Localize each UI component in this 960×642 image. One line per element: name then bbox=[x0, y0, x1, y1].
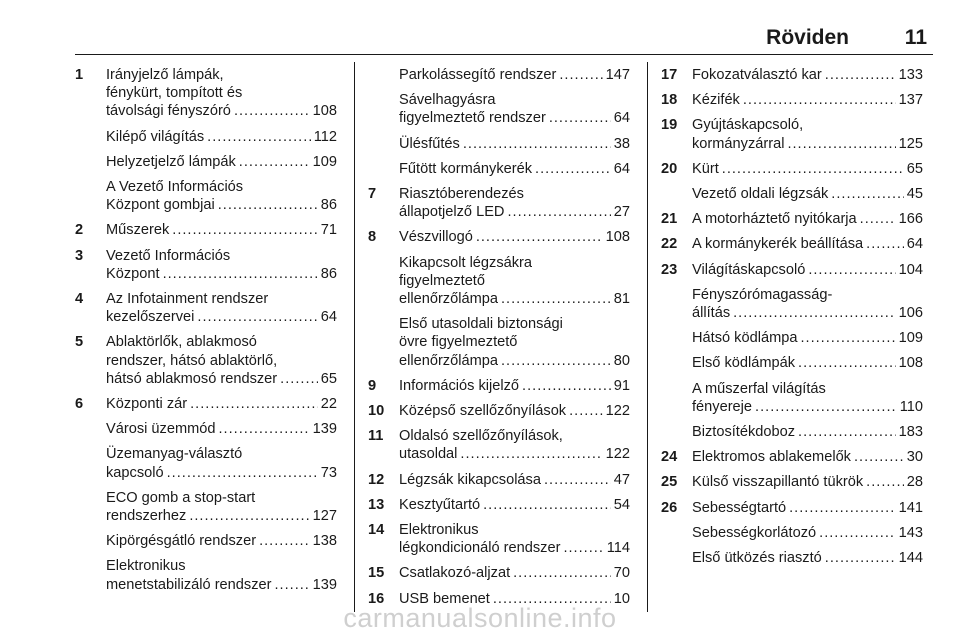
entry-text-line: Fokozatválasztó kar bbox=[692, 67, 822, 83]
page-reference: 110 bbox=[899, 398, 923, 415]
page-reference: 81 bbox=[613, 291, 630, 308]
dot-leader bbox=[207, 128, 311, 146]
entry-text-line: Kürt bbox=[692, 160, 719, 177]
entry-text-line: Műszerek bbox=[106, 222, 170, 239]
dot-leader bbox=[501, 352, 611, 370]
entry-text-line: Sebességkorlátozó bbox=[692, 524, 817, 541]
callout-number: 10 bbox=[368, 403, 385, 420]
callout-number: 19 bbox=[661, 117, 678, 134]
page-reference: 27 bbox=[613, 204, 630, 221]
callout-number: 17 bbox=[661, 67, 678, 83]
entry-text-line: A Vezető Információs bbox=[106, 179, 244, 196]
entry-last-line bbox=[692, 398, 923, 416]
callout-number: 15 bbox=[368, 565, 385, 582]
entry-text-line: Ülésfűtés bbox=[399, 135, 460, 152]
callout-number: 24 bbox=[661, 449, 678, 466]
index-entry bbox=[368, 91, 630, 127]
entry-text-line: Vezető oldali légzsák bbox=[692, 186, 829, 203]
header-divider bbox=[75, 54, 933, 55]
entry-text-line: Kesztyűtartó bbox=[399, 496, 481, 513]
dot-leader bbox=[513, 564, 611, 582]
index-entry bbox=[75, 333, 337, 388]
page-reference: 10 bbox=[613, 590, 630, 607]
entry-last-line bbox=[399, 539, 630, 557]
dot-leader bbox=[507, 203, 610, 221]
dot-leader bbox=[825, 66, 896, 84]
page-reference: 114 bbox=[606, 540, 630, 557]
page-reference: 47 bbox=[613, 471, 630, 488]
entry-last-line bbox=[106, 265, 337, 283]
dot-leader bbox=[866, 235, 904, 253]
index-entry bbox=[661, 116, 923, 152]
entry-text-line: figyelmeztető bbox=[399, 272, 485, 289]
entry-text-line: hátsó ablakmosó rendszer bbox=[106, 370, 278, 387]
entry-last-line bbox=[692, 261, 923, 279]
entry-text-line: Biztosítékdoboz bbox=[692, 424, 796, 441]
entry-last-line bbox=[399, 135, 630, 153]
entry-last-line bbox=[692, 473, 923, 491]
entry-text-line: USB bemenet bbox=[399, 590, 490, 607]
page-reference: 112 bbox=[313, 128, 337, 145]
entry-last-line bbox=[399, 109, 630, 127]
page-reference: 108 bbox=[312, 103, 337, 120]
callout-number: 7 bbox=[368, 186, 377, 203]
entry-text-line: Gyújtáskapcsoló, bbox=[692, 117, 804, 134]
dot-leader bbox=[218, 196, 318, 214]
dot-leader bbox=[860, 210, 896, 228]
index-entry bbox=[75, 489, 337, 525]
dot-leader bbox=[866, 473, 904, 491]
index-entry bbox=[368, 427, 630, 463]
index-entry bbox=[661, 549, 923, 567]
index-entry bbox=[661, 524, 923, 542]
page-reference: 122 bbox=[605, 403, 630, 420]
entry-last-line bbox=[692, 448, 923, 466]
entry-text-line: Oldalsó szellőzőnyílások, bbox=[399, 428, 563, 445]
index-entry bbox=[75, 420, 337, 438]
index-entry bbox=[75, 557, 337, 593]
entry-text-line: Üzemanyag-választó bbox=[106, 446, 243, 463]
column-divider bbox=[354, 62, 355, 612]
entry-text-line: rendszer, hátsó ablaktörlő, bbox=[106, 352, 278, 369]
column-divider bbox=[647, 62, 648, 612]
entry-last-line bbox=[692, 549, 923, 567]
callout-number: 9 bbox=[368, 377, 377, 394]
entry-last-line bbox=[399, 445, 630, 463]
entry-text-line: övre figyelmeztető bbox=[399, 334, 518, 351]
index-entry bbox=[368, 402, 630, 420]
entry-text-line: figyelmeztető rendszer bbox=[399, 110, 546, 127]
dot-leader bbox=[559, 66, 602, 84]
index-entry bbox=[661, 91, 923, 109]
entry-text-line: A kormánykerék beállítása bbox=[692, 236, 864, 253]
dot-leader bbox=[563, 539, 603, 557]
dot-leader bbox=[787, 135, 895, 153]
callout-number: 21 bbox=[661, 211, 678, 228]
index-entry bbox=[368, 160, 630, 178]
dot-leader bbox=[239, 153, 310, 171]
dot-leader bbox=[798, 423, 896, 441]
page-reference: 91 bbox=[613, 377, 630, 394]
page-reference: 127 bbox=[312, 508, 337, 525]
entry-last-line bbox=[399, 377, 630, 395]
page-reference: 109 bbox=[898, 330, 923, 347]
entry-text-line: utasoldal bbox=[399, 446, 458, 463]
page-reference: 109 bbox=[312, 153, 337, 170]
entry-text-line: Parkolássegítő rendszer bbox=[399, 67, 557, 83]
page-reference: 54 bbox=[613, 496, 630, 513]
dot-leader bbox=[743, 91, 896, 109]
page-title: Röviden bbox=[766, 26, 849, 49]
entry-text-line: Központ bbox=[106, 265, 160, 282]
dot-leader bbox=[733, 304, 896, 322]
entry-text-line: Fűtött kormánykerék bbox=[399, 160, 533, 177]
dot-leader bbox=[463, 135, 611, 153]
page-reference: 122 bbox=[605, 446, 630, 463]
callout-number: 4 bbox=[75, 291, 84, 308]
entry-text-line: Világításkapcsoló bbox=[692, 261, 806, 278]
entry-text-line: Külső visszapillantó tükrök bbox=[692, 474, 864, 491]
dot-leader bbox=[219, 420, 310, 438]
entry-text-line: rendszerhez bbox=[106, 508, 187, 525]
index-entry bbox=[75, 128, 337, 146]
entry-text-line: Első ütközés riasztó bbox=[692, 550, 822, 567]
page-reference: 64 bbox=[613, 160, 630, 177]
index-entry bbox=[661, 354, 923, 372]
dot-leader bbox=[819, 524, 896, 542]
page-reference: 108 bbox=[605, 229, 630, 246]
callout-number: 8 bbox=[368, 229, 377, 246]
entry-last-line bbox=[399, 352, 630, 370]
entry-text-line: menetstabilizáló rendszer bbox=[106, 576, 272, 593]
entry-last-line bbox=[692, 135, 923, 153]
entry-text-line: kapcsoló bbox=[106, 464, 164, 481]
entry-text-line: Csatlakozó-aljzat bbox=[399, 565, 511, 582]
entry-text-line: Vészvillogó bbox=[399, 229, 473, 246]
entry-text-line: Városi üzemmód bbox=[106, 421, 216, 438]
entry-last-line bbox=[399, 160, 630, 178]
page-reference: 125 bbox=[898, 135, 923, 152]
dot-leader bbox=[755, 398, 897, 416]
index-entry bbox=[368, 185, 630, 221]
entry-last-line bbox=[106, 532, 337, 550]
page-reference: 64 bbox=[320, 309, 337, 326]
dot-leader bbox=[808, 261, 895, 279]
page-reference: 147 bbox=[605, 67, 630, 83]
dot-leader bbox=[825, 549, 896, 567]
dot-leader bbox=[501, 290, 611, 308]
entry-text-line: Riasztóberendezés bbox=[399, 186, 524, 203]
entry-last-line bbox=[399, 66, 630, 84]
entry-last-line bbox=[692, 329, 923, 347]
page-reference: 28 bbox=[906, 474, 923, 491]
entry-last-line bbox=[106, 153, 337, 171]
callout-number: 5 bbox=[75, 334, 84, 351]
page-reference: 64 bbox=[906, 236, 923, 253]
page-reference: 86 bbox=[320, 197, 337, 214]
entry-last-line bbox=[399, 402, 630, 420]
dot-leader bbox=[274, 576, 309, 594]
entry-last-line bbox=[106, 308, 337, 326]
entry-last-line bbox=[692, 354, 923, 372]
index-entry bbox=[661, 329, 923, 347]
page-reference: 106 bbox=[898, 305, 923, 322]
entry-last-line bbox=[399, 228, 630, 246]
page-reference: 104 bbox=[898, 261, 923, 278]
entry-text-line: Hátsó ködlámpa bbox=[692, 330, 798, 347]
callout-number: 18 bbox=[661, 92, 678, 109]
entry-text-line: kormányzárral bbox=[692, 135, 785, 152]
entry-text-line: állítás bbox=[692, 305, 731, 322]
index-entry bbox=[661, 499, 923, 517]
index-entry bbox=[75, 247, 337, 283]
dot-leader bbox=[569, 402, 603, 420]
entry-text-line: Helyzetjelző lámpák bbox=[106, 153, 236, 170]
page-header bbox=[75, 26, 933, 50]
page-reference: 38 bbox=[613, 135, 630, 152]
index-entry bbox=[368, 496, 630, 514]
index-column-3 bbox=[661, 66, 923, 574]
entry-text-line: Kipörgésgátló rendszer bbox=[106, 533, 257, 550]
page-reference: 71 bbox=[320, 222, 337, 239]
page-reference: 183 bbox=[898, 424, 923, 441]
callout-number: 20 bbox=[661, 160, 678, 177]
entry-last-line bbox=[399, 471, 630, 489]
page-reference: 133 bbox=[898, 67, 923, 83]
entry-last-line bbox=[692, 91, 923, 109]
index-entry bbox=[368, 521, 630, 557]
dot-leader bbox=[831, 185, 903, 203]
page-reference: 22 bbox=[320, 396, 337, 413]
entry-last-line bbox=[106, 576, 337, 594]
index-entry bbox=[75, 532, 337, 550]
dot-leader bbox=[789, 499, 896, 517]
page-reference: 65 bbox=[906, 160, 923, 177]
entry-text-line: Irányjelző lámpák, bbox=[106, 67, 224, 83]
entry-last-line bbox=[106, 420, 337, 438]
entry-text-line: Ablaktörlők, ablakmosó bbox=[106, 334, 257, 351]
page-reference: 70 bbox=[613, 565, 630, 582]
page-reference: 64 bbox=[613, 110, 630, 127]
page-reference: 144 bbox=[898, 550, 923, 567]
entry-last-line bbox=[399, 496, 630, 514]
entry-last-line bbox=[106, 507, 337, 525]
entry-last-line bbox=[692, 160, 923, 178]
page-reference: 141 bbox=[898, 499, 923, 516]
callout-number: 6 bbox=[75, 396, 84, 413]
dot-leader bbox=[167, 464, 318, 482]
dot-leader bbox=[522, 377, 611, 395]
index-entry bbox=[75, 178, 337, 214]
entry-text-line: Sebességtartó bbox=[692, 499, 787, 516]
callout-number: 1 bbox=[75, 67, 84, 83]
entry-text-line: Kézifék bbox=[692, 92, 740, 109]
entry-text-line: A műszerfal világítás bbox=[692, 380, 826, 397]
entry-text-line: Elektronikus bbox=[399, 522, 479, 539]
entry-last-line bbox=[106, 128, 337, 146]
entry-last-line bbox=[399, 290, 630, 308]
dot-leader bbox=[190, 395, 318, 413]
callout-number: 23 bbox=[661, 261, 678, 278]
entry-text-line: fénykürt, tompított és bbox=[106, 85, 243, 102]
dot-leader bbox=[460, 445, 602, 463]
callout-number: 3 bbox=[75, 247, 84, 264]
entry-last-line bbox=[692, 185, 923, 203]
entry-text-line: Elektronikus bbox=[106, 558, 186, 575]
index-column-1 bbox=[75, 66, 337, 601]
index-entry bbox=[368, 471, 630, 489]
dot-leader bbox=[163, 265, 318, 283]
entry-last-line bbox=[692, 235, 923, 253]
entry-text-line: ellenőrzőlámpa bbox=[399, 352, 498, 369]
index-entry bbox=[368, 315, 630, 370]
dot-leader bbox=[549, 109, 611, 127]
dot-leader bbox=[197, 308, 317, 326]
entry-text-line: Központi zár bbox=[106, 396, 188, 413]
entry-last-line bbox=[106, 370, 337, 388]
entry-last-line bbox=[692, 210, 923, 228]
index-entry bbox=[75, 290, 337, 326]
entry-text-line: Vezető Információs bbox=[106, 247, 231, 264]
entry-text-line: Kikapcsolt légzsákra bbox=[399, 254, 533, 271]
entry-text-line: Fényszórómagasság- bbox=[692, 286, 833, 303]
entry-last-line bbox=[692, 499, 923, 517]
entry-last-line bbox=[399, 203, 630, 221]
entry-text-line: állapotjelző LED bbox=[399, 204, 505, 221]
page-reference: 139 bbox=[312, 421, 337, 438]
dot-leader bbox=[722, 160, 904, 178]
dot-leader bbox=[544, 471, 611, 489]
page-reference: 30 bbox=[906, 449, 923, 466]
entry-last-line bbox=[399, 564, 630, 582]
page-reference: 80 bbox=[613, 352, 630, 369]
index-entry bbox=[661, 210, 923, 228]
entry-last-line bbox=[106, 221, 337, 239]
entry-text-line: Első utasoldali biztonsági bbox=[399, 316, 563, 333]
entry-text-line: Az Infotainment rendszer bbox=[106, 291, 269, 308]
index-entry bbox=[661, 160, 923, 178]
index-entry bbox=[661, 423, 923, 441]
callout-number: 12 bbox=[368, 471, 385, 488]
entry-last-line bbox=[106, 395, 337, 413]
index-entry bbox=[661, 448, 923, 466]
index-entry bbox=[75, 395, 337, 413]
index-entry bbox=[368, 254, 630, 309]
page-reference: 137 bbox=[898, 92, 923, 109]
watermark-text: carmanualsonline.info bbox=[343, 603, 617, 633]
dot-leader bbox=[476, 228, 603, 246]
entry-last-line bbox=[106, 464, 337, 482]
index-entry bbox=[75, 66, 337, 121]
callout-number: 16 bbox=[368, 590, 385, 607]
entry-text-line: légkondicionáló rendszer bbox=[399, 540, 561, 557]
index-entry bbox=[661, 473, 923, 491]
entry-last-line bbox=[692, 66, 923, 84]
entry-text-line: ECO gomb a stop-start bbox=[106, 489, 256, 506]
index-entry bbox=[368, 228, 630, 246]
page-reference: 73 bbox=[320, 464, 337, 481]
entry-last-line bbox=[692, 304, 923, 322]
entry-text-line: Sávelhagyásra bbox=[399, 92, 496, 109]
dot-leader bbox=[172, 221, 318, 239]
page-reference: 108 bbox=[898, 355, 923, 372]
dot-leader bbox=[535, 160, 611, 178]
index-entry bbox=[661, 261, 923, 279]
callout-number: 25 bbox=[661, 474, 678, 491]
callout-number: 22 bbox=[661, 236, 678, 253]
dot-leader bbox=[854, 448, 904, 466]
index-entry bbox=[661, 286, 923, 322]
index-entry bbox=[75, 445, 337, 481]
callout-number: 11 bbox=[368, 428, 384, 445]
entry-text-line: fényereje bbox=[692, 398, 753, 415]
page-number: 11 bbox=[904, 26, 927, 49]
callout-number: 26 bbox=[661, 499, 678, 516]
entry-text-line: Elektromos ablakemelők bbox=[692, 449, 851, 466]
index-entry bbox=[661, 66, 923, 84]
page-reference: 65 bbox=[320, 370, 337, 387]
index-column-2 bbox=[368, 66, 630, 615]
page-reference: 45 bbox=[906, 186, 923, 203]
index-entry bbox=[368, 135, 630, 153]
entry-text-line: Információs kijelző bbox=[399, 377, 520, 394]
index-entry bbox=[75, 153, 337, 171]
index-entry bbox=[368, 564, 630, 582]
page-reference: 139 bbox=[312, 576, 337, 593]
entry-text-line: kezelőszervei bbox=[106, 309, 195, 326]
callout-number: 13 bbox=[368, 496, 385, 513]
dot-leader bbox=[259, 532, 310, 550]
page-reference: 138 bbox=[312, 533, 337, 550]
index-entry bbox=[368, 66, 630, 84]
entry-text-line: Első ködlámpák bbox=[692, 355, 796, 372]
entry-last-line bbox=[106, 102, 337, 120]
entry-last-line bbox=[106, 196, 337, 214]
entry-text-line: Kilépő világítás bbox=[106, 128, 205, 145]
entry-text-line: Légzsák kikapcsolása bbox=[399, 471, 541, 488]
index-entry bbox=[661, 185, 923, 203]
index-entry bbox=[368, 377, 630, 395]
entry-text-line: ellenőrzőlámpa bbox=[399, 291, 498, 308]
entry-text-line: távolsági fényszóró bbox=[106, 103, 231, 120]
page-reference: 143 bbox=[898, 524, 923, 541]
dot-leader bbox=[800, 329, 895, 347]
dot-leader bbox=[280, 370, 318, 388]
dot-leader bbox=[798, 354, 896, 372]
callout-number: 2 bbox=[75, 222, 84, 239]
dot-leader bbox=[483, 496, 611, 514]
entry-text-line: A motorháztető nyitókarja bbox=[692, 211, 857, 228]
dot-leader bbox=[189, 507, 309, 525]
index-entry bbox=[661, 380, 923, 416]
entry-last-line bbox=[692, 423, 923, 441]
entry-last-line bbox=[692, 524, 923, 542]
dot-leader bbox=[234, 102, 310, 120]
entry-text-line: Középső szellőzőnyílások bbox=[399, 403, 567, 420]
entry-text-line: Központ gombjai bbox=[106, 197, 215, 214]
index-entry bbox=[661, 235, 923, 253]
page-reference: 86 bbox=[320, 265, 337, 282]
index-entry bbox=[75, 221, 337, 239]
callout-number: 14 bbox=[368, 522, 385, 539]
page-reference: 166 bbox=[898, 211, 923, 228]
